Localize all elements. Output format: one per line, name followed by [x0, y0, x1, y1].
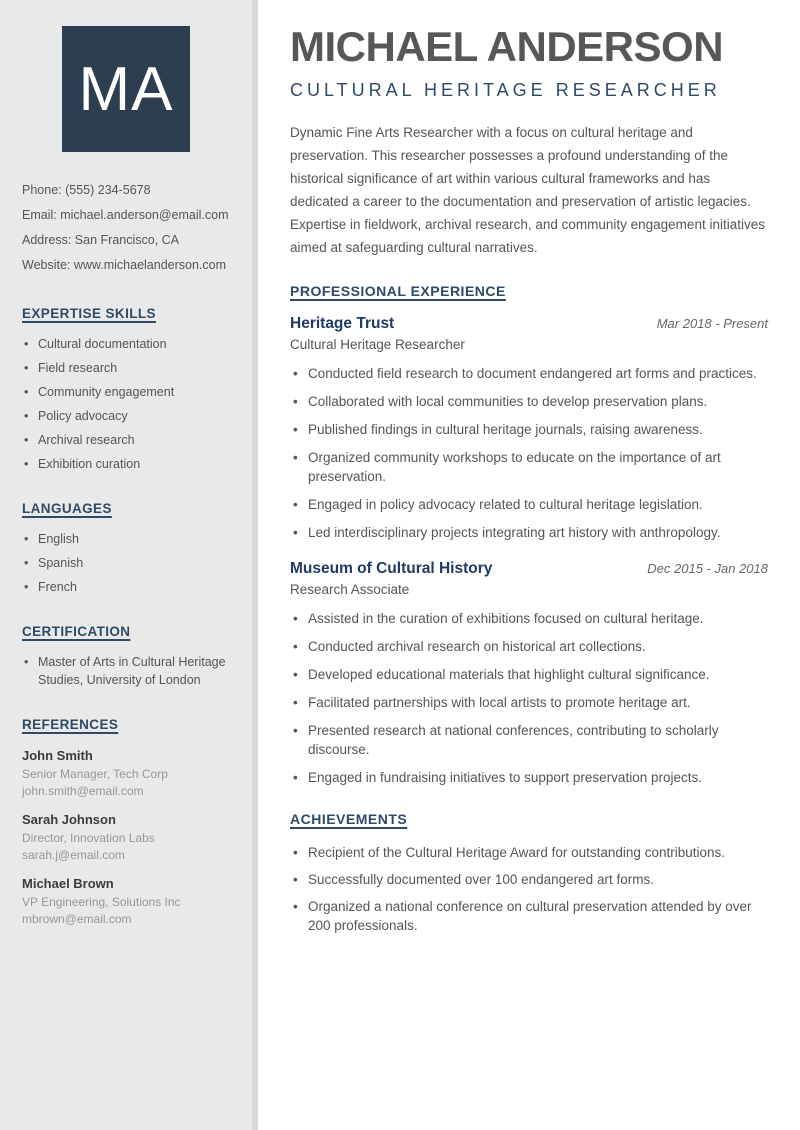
- skill-item: • Cultural documentation: [22, 335, 230, 353]
- achievements-heading: ACHIEVEMENTS: [290, 811, 408, 828]
- reference-title: Director, Innovation Labs: [22, 831, 155, 845]
- contact-line: Phone: (555) 234-5678: [22, 183, 151, 197]
- sidebar: [0, 0, 258, 1130]
- reference-email: sarah.j@email.com: [22, 848, 125, 862]
- job-bullet: • Conducted archival research on historical art collections.: [290, 637, 768, 656]
- languages-section: [22, 501, 230, 596]
- job-role: Cultural Heritage Researcher: [290, 337, 465, 353]
- certification-heading: CERTIFICATION: [22, 624, 131, 639]
- job-dates: Dec 2015 - Jan 2018: [647, 561, 768, 577]
- job-bullet: • Assisted in the curation of exhibitions focused on cultural heritage.: [290, 609, 768, 628]
- job-bullet: • Conducted field research to document endangered art forms and practices.: [290, 364, 768, 383]
- reference-entry: [22, 746, 230, 800]
- main-content: [258, 0, 800, 1130]
- job-bullet: • Developed educational materials that highlight cultural significance.: [290, 665, 768, 684]
- job-bullet: • Collaborated with local communities to develop preservation plans.: [290, 392, 768, 411]
- job-dates: Mar 2018 - Present: [656, 316, 768, 332]
- person-name: MICHAEL ANDERSON: [290, 23, 724, 70]
- contact-info: [22, 178, 230, 278]
- languages-heading: LANGUAGES: [22, 501, 112, 516]
- job-company: Heritage Trust: [290, 315, 395, 333]
- language-item: • French: [22, 578, 230, 596]
- monogram-badge: MA: [62, 26, 190, 152]
- reference-name: John Smith: [22, 748, 93, 763]
- experience-job-1: [290, 315, 768, 542]
- skill-item: • Field research: [22, 359, 230, 377]
- achievement-item: • Organized a national conference on cultural preservation attended by over 200 professionals.: [290, 897, 768, 935]
- job-bullet: • Presented research at national conferences, contributing to scholarly discourse.: [290, 721, 768, 759]
- experience-heading: PROFESSIONAL EXPERIENCE: [290, 283, 506, 300]
- skill-item: • Exhibition curation: [22, 455, 230, 473]
- certification-section: [22, 624, 230, 689]
- reference-email: john.smith@email.com: [22, 784, 144, 798]
- skills-list: [22, 335, 230, 473]
- skill-item: • Community engagement: [22, 383, 230, 401]
- skills-heading: EXPERTISE SKILLS: [22, 306, 156, 321]
- achievement-item: • Recipient of the Cultural Heritage Award for outstanding contributions.: [290, 843, 768, 862]
- skill-item: • Archival research: [22, 431, 230, 449]
- achievement-item: • Successfully documented over 100 endangered art forms.: [290, 870, 768, 889]
- references-list: [22, 746, 230, 928]
- contact-line: Address: San Francisco, CA: [22, 233, 180, 247]
- reference-title: Senior Manager, Tech Corp: [22, 767, 168, 781]
- summary-paragraph: Dynamic Fine Arts Researcher with a focus on cultural heritage and preservation. This researcher possesses a profound understanding of the historical significance of art within various cultural frameworks and has dedicated a career to the documentation and preservation of artistic legacies. Expertise in fieldwork, archival research, and community engagement initiatives aimed at safeguarding cultural narratives.: [290, 125, 765, 256]
- reference-title: VP Engineering, Solutions Inc: [22, 895, 181, 909]
- language-item: • English: [22, 530, 230, 548]
- reference-email: mbrown@email.com: [22, 912, 132, 926]
- references-section: [22, 717, 230, 928]
- contact-line: Email: michael.anderson@email.com: [22, 208, 229, 222]
- experience-section: [290, 283, 768, 787]
- reference-name: Sarah Johnson: [22, 812, 116, 827]
- job-header: [290, 560, 768, 578]
- job-bullet: • Engaged in policy advocacy related to cultural heritage legislation.: [290, 495, 768, 514]
- achievements-list: [290, 843, 768, 935]
- job-role: Research Associate: [290, 582, 410, 598]
- achievements-section: [290, 811, 768, 935]
- skill-item: • Policy advocacy: [22, 407, 230, 425]
- certification-list: [22, 653, 230, 689]
- job-bullet: • Organized community workshops to educate on the importance of art preservation.: [290, 448, 768, 486]
- certification-item: • Master of Arts in Cultural Heritage Studies, University of London: [22, 653, 230, 689]
- reference-entry: [22, 874, 230, 928]
- job-bullet-list: [290, 609, 768, 787]
- job-bullet: • Engaged in fundraising initiatives to support preservation projects.: [290, 768, 768, 787]
- job-header: [290, 315, 768, 333]
- job-company: Museum of Cultural History: [290, 560, 493, 578]
- reference-entry: [22, 810, 230, 864]
- job-bullet: • Facilitated partnerships with local artists to promote heritage art.: [290, 693, 768, 712]
- contact-line: Website: www.michaelanderson.com: [22, 258, 227, 272]
- language-item: • Spanish: [22, 554, 230, 572]
- job-bullet: • Published findings in cultural heritage journals, raising awareness.: [290, 420, 768, 439]
- reference-name: Michael Brown: [22, 876, 114, 891]
- skills-section: [22, 306, 230, 473]
- languages-list: [22, 530, 230, 596]
- job-bullet: • Led interdisciplinary projects integrating art history with anthropology.: [290, 523, 768, 542]
- experience-job-2: [290, 560, 768, 787]
- references-heading: REFERENCES: [22, 717, 119, 732]
- job-bullet-list: [290, 364, 768, 542]
- person-title: CULTURAL HERITAGE RESEARCHER: [290, 80, 721, 101]
